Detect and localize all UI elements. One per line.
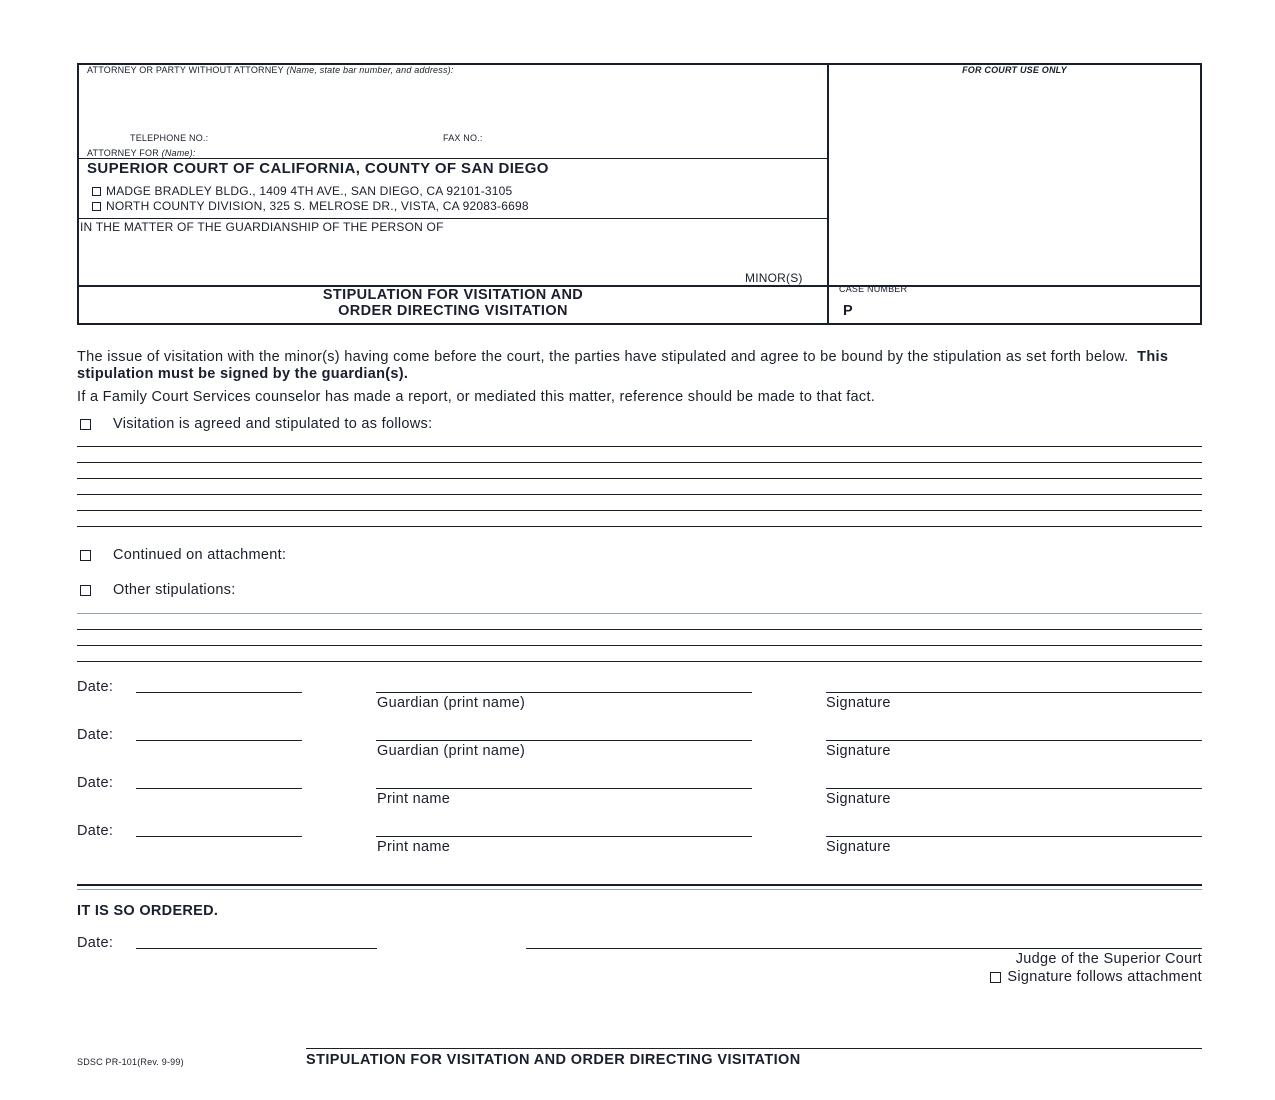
date-field[interactable] <box>136 788 302 789</box>
signature-field[interactable] <box>826 692 1202 693</box>
other-line-1[interactable] <box>77 613 1202 614</box>
option-continued: Continued on attachment: <box>80 547 286 563</box>
signature-label: Signature <box>826 791 891 807</box>
date-label: Date: <box>77 775 114 791</box>
form-title-line-2: ORDER DIRECTING VISITATION <box>338 303 568 319</box>
form-number: SDSC PR-101(Rev. 9-99) <box>77 1057 184 1067</box>
date-label: Date: <box>77 679 114 695</box>
location-2-checkbox[interactable] <box>92 202 101 211</box>
visitation-line-5[interactable] <box>77 510 1202 511</box>
visitation-line-4[interactable] <box>77 494 1202 495</box>
guardian-name-field[interactable] <box>376 740 752 741</box>
court-location-1: MADGE BRADLEY BLDG., 1409 4TH AVE., SAN DIEGO, CA 92101-3105 <box>92 184 512 198</box>
guardian-name-field[interactable] <box>376 692 752 693</box>
option-visitation: Visitation is agreed and stipulated to as follows: <box>80 416 432 432</box>
signature-field[interactable] <box>826 740 1202 741</box>
fcs-note: If a Family Court Services counselor has made a report, or mediated this matter, reference should be made to that fact. <box>77 389 876 405</box>
footer-rule <box>306 1048 1202 1049</box>
other-line-4[interactable] <box>77 661 1202 662</box>
signature-field[interactable] <box>826 788 1202 789</box>
location-1-checkbox[interactable] <box>92 187 101 196</box>
other-line-3[interactable] <box>77 645 1202 646</box>
visitation-line-3[interactable] <box>77 478 1202 479</box>
form-title-line-1: STIPULATION FOR VISITATION AND <box>322 287 584 303</box>
attorney-for-label: ATTORNEY FOR (Name): <box>87 148 196 158</box>
case-number-value[interactable]: P <box>843 303 853 319</box>
attorney-input-area[interactable] <box>80 78 824 130</box>
print-name-label: Print name <box>377 839 451 855</box>
date-field[interactable] <box>136 836 302 837</box>
case-number-label: CASE NUMBER <box>839 284 908 294</box>
fax-label: FAX NO.: <box>443 133 483 143</box>
date-label: Date: <box>77 823 114 839</box>
date-field[interactable] <box>136 740 302 741</box>
print-name-field[interactable] <box>376 788 752 789</box>
signature-follows-checkbox[interactable] <box>990 972 1001 983</box>
option-other: Other stipulations: <box>80 582 236 598</box>
visitation-checkbox[interactable] <box>80 419 91 430</box>
date-field[interactable] <box>136 692 302 693</box>
print-name-field[interactable] <box>376 836 752 837</box>
date-label: Date: <box>77 727 114 743</box>
other-line-2[interactable] <box>77 629 1202 630</box>
guardian-name-label: Guardian (print name) <box>377 743 526 759</box>
order-divider <box>77 884 1202 890</box>
judge-signature-field[interactable] <box>526 948 1202 949</box>
signature-field[interactable] <box>826 836 1202 837</box>
signature-label: Signature <box>826 839 891 855</box>
attorney-label: ATTORNEY OR PARTY WITHOUT ATTORNEY (Name, state bar number, and address): <box>87 65 454 75</box>
intro-paragraph: The issue of visitation with the minor(s) having come before the court, the parties have stipulated and agree to be bound by the stipulation as set forth below. This stipulation must be signed by the guardian(s). <box>77 349 1169 382</box>
so-ordered-label: IT IS SO ORDERED. <box>77 903 219 919</box>
court-name: SUPERIOR COURT OF CALIFORNIA, COUNTY OF SAN DIEGO <box>87 160 549 177</box>
court-use-label: FOR COURT USE ONLY <box>962 65 1067 75</box>
signature-follows-option: Signature follows attachment <box>990 969 1202 985</box>
signature-label: Signature <box>826 743 891 759</box>
minor-label: MINOR(S) <box>745 271 803 285</box>
judge-label: Judge of the Superior Court <box>1015 951 1202 967</box>
divider-attorney <box>77 158 827 159</box>
guardian-name-label: Guardian (print name) <box>377 695 526 711</box>
visitation-line-1[interactable] <box>77 446 1202 447</box>
other-checkbox[interactable] <box>80 585 91 596</box>
order-date-label: Date: <box>77 935 114 951</box>
visitation-line-2[interactable] <box>77 462 1202 463</box>
telephone-label: TELEPHONE NO.: <box>130 133 209 143</box>
court-location-2: NORTH COUNTY DIVISION, 325 S. MELROSE DR., VISTA, CA 92083-6698 <box>92 199 529 213</box>
order-date-field[interactable] <box>136 948 377 949</box>
continued-checkbox[interactable] <box>80 550 91 561</box>
signature-label: Signature <box>826 695 891 711</box>
print-name-label: Print name <box>377 791 451 807</box>
footer-form-title: STIPULATION FOR VISITATION AND ORDER DIRECTING VISITATION <box>306 1052 801 1068</box>
visitation-line-6[interactable] <box>77 526 1202 527</box>
divider-court <box>77 218 827 219</box>
matter-label: IN THE MATTER OF THE GUARDIANSHIP OF THE PERSON OF <box>80 220 444 234</box>
